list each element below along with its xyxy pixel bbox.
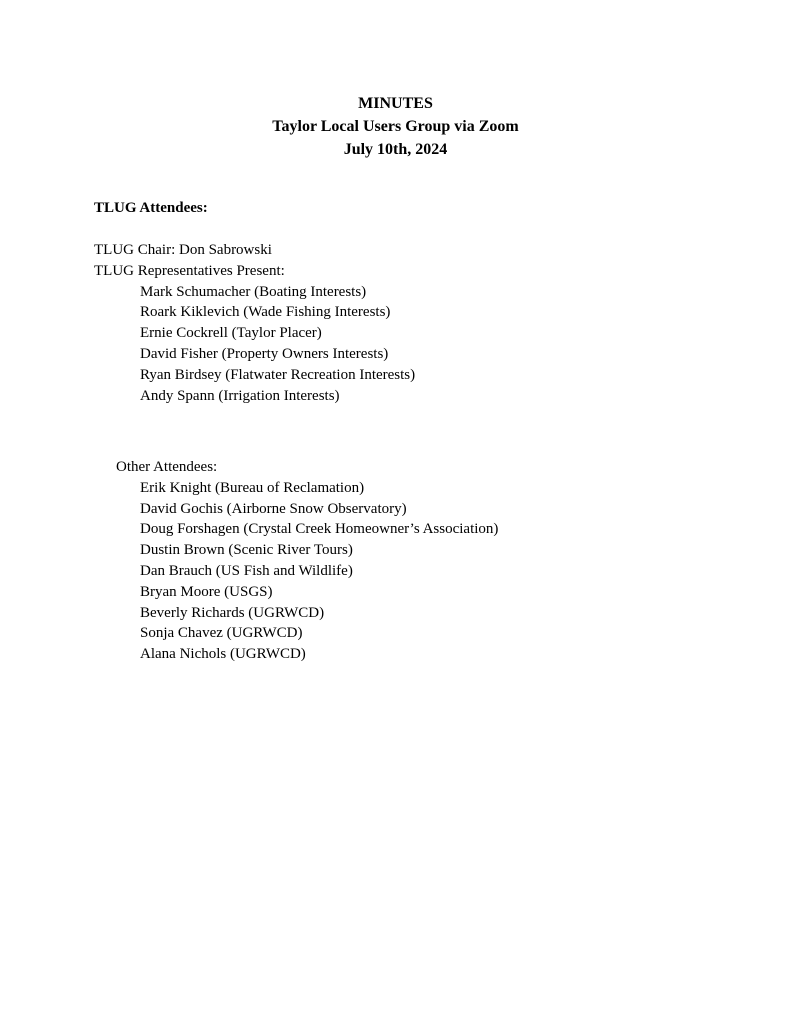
list-item: Andy Spann (Irrigation Interests) xyxy=(140,387,340,404)
list-item: Bryan Moore (USGS) xyxy=(140,583,273,600)
document-header xyxy=(0,92,791,161)
attendees-heading: TLUG Attendees: xyxy=(94,200,208,216)
representatives-list xyxy=(94,282,415,407)
list-item: Mark Schumacher (Boating Interests) xyxy=(140,283,367,300)
tlug-attendees-block xyxy=(94,240,415,406)
other-attendees-block xyxy=(116,457,498,665)
list-item: Dustin Brown (Scenic River Tours) xyxy=(140,542,353,559)
list-item: Doug Forshagen (Crystal Creek Homeowner’s Association) xyxy=(140,521,499,538)
list-item: Ryan Birdsey (Flatwater Recreation Interests) xyxy=(140,366,416,383)
list-item: David Gochis (Airborne Snow Observatory) xyxy=(140,500,407,517)
representatives-label: TLUG Representatives Present: xyxy=(94,262,285,279)
other-attendees-label: Other Attendees: xyxy=(116,459,218,475)
tlug-chair: TLUG Chair: Don Sabrowski xyxy=(94,242,272,258)
list-item: Beverly Richards (UGRWCD) xyxy=(140,604,325,621)
other-attendees-list xyxy=(116,478,498,665)
minutes-title: MINUTES xyxy=(358,95,433,112)
list-item: Erik Knight (Bureau of Reclamation) xyxy=(140,479,365,496)
list-item: Roark Kiklevich (Wade Fishing Interests) xyxy=(140,304,391,321)
list-item: Ernie Cockrell (Taylor Placer) xyxy=(140,325,322,342)
list-item: Alana Nichols (UGRWCD) xyxy=(140,646,306,663)
list-item: Sonja Chavez (UGRWCD) xyxy=(140,625,303,642)
group-title: Taylor Local Users Group via Zoom xyxy=(272,118,519,135)
meeting-date: July 10th, 2024 xyxy=(343,141,448,158)
list-item: David Fisher (Property Owners Interests) xyxy=(140,345,389,362)
list-item: Dan Brauch (US Fish and Wildlife) xyxy=(140,562,353,579)
